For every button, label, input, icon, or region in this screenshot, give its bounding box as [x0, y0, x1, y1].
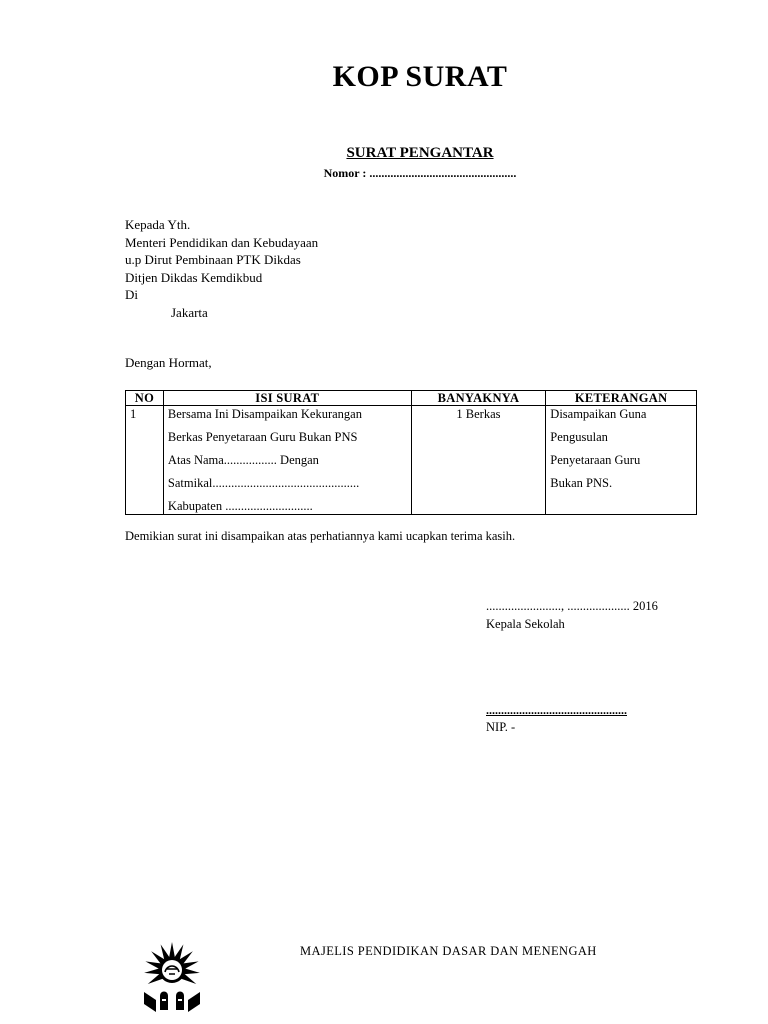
- isi-line: Satmikal...............................................: [167, 476, 360, 490]
- column-header-isi: ISI SURAT: [163, 391, 411, 406]
- keterangan-line: Pengusulan: [550, 430, 608, 444]
- isi-line: Kabupaten ............................: [167, 499, 313, 513]
- isi-line: Berkas Penyetaraan Guru Bukan PNS: [167, 430, 358, 444]
- column-header-keterangan: KETERANGAN: [546, 391, 697, 406]
- table-row: [126, 406, 697, 515]
- cell-isi: [163, 406, 411, 515]
- recipient-city: Jakarta: [171, 304, 208, 320]
- signature-role: Kepala Sekolah: [486, 617, 565, 631]
- recipient-line: Kepada Yth.: [125, 217, 191, 232]
- isi-line: Atas Nama................. Dengan: [167, 453, 319, 467]
- keterangan-line: Bukan PNS.: [550, 476, 613, 490]
- letter-table: [125, 390, 697, 515]
- muhammadiyah-sun-logo-icon: [138, 940, 206, 1014]
- footer-institution: MAJELIS PENDIDIKAN DASAR DAN MENENGAH: [300, 944, 597, 958]
- cell-keterangan: [546, 406, 697, 515]
- column-header-no: NO: [126, 391, 164, 406]
- signature-date: ........................, .................... 2016: [486, 599, 658, 613]
- letterhead-title: KOP SURAT: [332, 60, 508, 93]
- recipient-line: u.p Dirut Pembinaan PTK Dikdas: [125, 252, 301, 267]
- isi-line: Bersama Ini Disampaikan Kekurangan: [167, 407, 362, 421]
- cell-no: 1: [126, 406, 164, 515]
- recipient-line: Menteri Pendidikan dan Kebudayaan: [125, 234, 319, 250]
- recipient-line: Ditjen Dikdas Kemdikbud: [125, 269, 263, 285]
- recipient-line: Di: [125, 287, 138, 302]
- signature-name-line: ...............................................: [486, 703, 627, 717]
- recipient-block: [125, 216, 318, 321]
- document-title: SURAT PENGANTAR: [346, 145, 494, 161]
- cell-banyaknya: 1 Berkas: [411, 406, 546, 515]
- signature-nip: NIP. -: [486, 720, 516, 734]
- document-number: Nomor : .................................................: [323, 166, 517, 180]
- closing-sentence: Demikian surat ini disampaikan atas perhatiannya kami ucapkan terima kasih.: [125, 529, 516, 543]
- keterangan-line: Penyetaraan Guru: [550, 453, 641, 467]
- table-header-row: [126, 391, 697, 406]
- column-header-banyaknya: BANYAKNYA: [411, 391, 546, 406]
- greeting: Dengan Hormat,: [125, 355, 212, 370]
- keterangan-line: Disampaikan Guna: [550, 407, 647, 421]
